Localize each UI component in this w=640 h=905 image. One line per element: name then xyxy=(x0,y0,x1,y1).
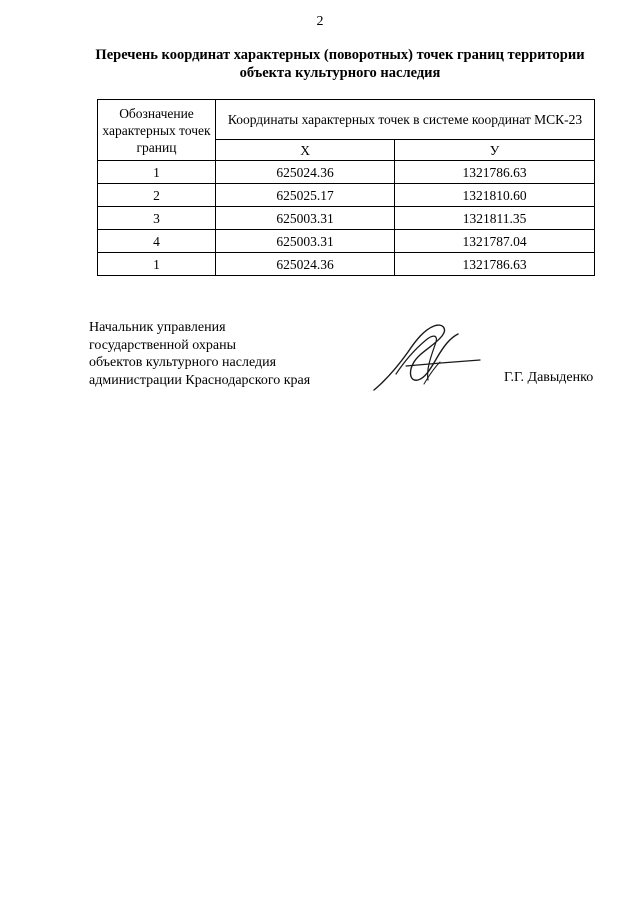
y-cell: 1321786.63 xyxy=(395,253,595,276)
x-cell: 625003.31 xyxy=(216,230,395,253)
point-cell: 1 xyxy=(98,253,216,276)
point-cell: 1 xyxy=(98,161,216,184)
y-cell: 1321787.04 xyxy=(395,230,595,253)
y-cell: 1321810.60 xyxy=(395,184,595,207)
y-cell: 1321786.63 xyxy=(395,161,595,184)
position-line: администрации Краснодарского края xyxy=(89,372,311,388)
coordinates-table xyxy=(97,99,595,276)
x-cell: 625024.36 xyxy=(216,253,395,276)
document-title-line-1: Перечень координат характерных (поворотных) точек границ территории xyxy=(95,47,585,63)
handwritten-signature xyxy=(368,322,488,394)
coordinate-system-header: Координаты характерных точек в системе координат МСК-23 xyxy=(216,100,595,140)
table-row xyxy=(98,230,595,253)
position-line: государственной охраны xyxy=(89,337,237,353)
x-cell: 625025.17 xyxy=(216,184,395,207)
page-number: 2 xyxy=(316,14,324,29)
position-line: Начальник управления xyxy=(89,320,226,335)
designation-header: Обозначение характерных точек границ xyxy=(98,100,216,161)
x-cell: 625003.31 xyxy=(216,207,395,230)
table-row xyxy=(98,253,595,276)
position-line: объектов культурного наследия xyxy=(89,355,277,370)
point-cell: 4 xyxy=(98,230,216,253)
y-cell: 1321811.35 xyxy=(395,207,595,230)
y-column-header: У xyxy=(395,140,595,161)
signer-name: Г.Г. Давыденко xyxy=(504,370,594,385)
document-title xyxy=(60,46,620,82)
table-row xyxy=(98,184,595,207)
x-cell: 625024.36 xyxy=(216,161,395,184)
table-row xyxy=(98,207,595,230)
table-row xyxy=(98,161,595,184)
point-cell: 3 xyxy=(98,207,216,230)
document-title-line-2: объекта культурного наследия xyxy=(239,65,441,81)
point-cell: 2 xyxy=(98,184,216,207)
x-column-header: Х xyxy=(216,140,395,161)
signatory-position xyxy=(89,319,310,389)
